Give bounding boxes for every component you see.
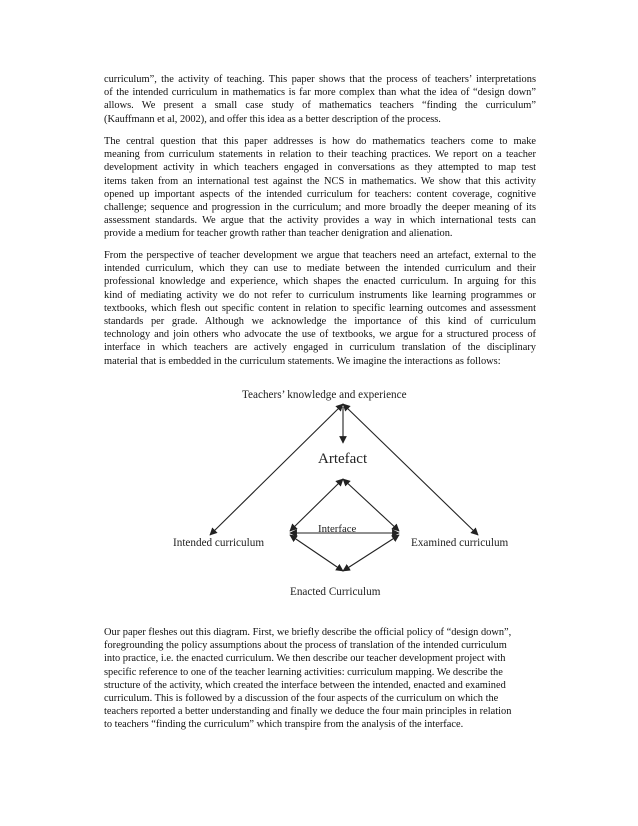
diagram-arrows (0, 380, 638, 610)
arrow-teachers-to-examined (343, 404, 478, 535)
text-line: teachers reported a better understanding and finally we deduce the four main principles in relation (104, 706, 512, 718)
text-line: curriculum”, the activity of teaching. This paper shows that the process of teachers’ interpretations (104, 74, 536, 85)
text-line: assessment standards. We argue that the activity provides a way in which international tests can (104, 215, 536, 227)
text-line: kind of mediating activity we do not refer to curriculum instruments like learning programmes or (104, 289, 536, 301)
text-line: development activity in which teachers engaged in conversations as they attempted to map test (104, 162, 536, 174)
paragraph-central-question (104, 135, 536, 241)
text-line: foregrounding the policy assumptions about the process of translation of the intended curriculum (104, 640, 507, 652)
text-line: The central question that this paper addresses is how do mathematics teachers come to make (104, 136, 536, 147)
text-line: of the intended curriculum in mathematics is far more complex than what the idea of “design down” (104, 87, 536, 99)
examined-curriculum-label: Examined curriculum (411, 537, 509, 549)
text-line: allows. We present a small case study of mathematics teachers “finding the curriculum” (104, 100, 536, 112)
text-line: interface in which teachers are actively engaged in curriculum translation of the disciplinary (104, 342, 536, 354)
text-line: textbooks, which flesh out specific content in relation to specific learning outcomes and assessment (104, 302, 536, 314)
paragraph-outline (104, 626, 536, 732)
paragraph-intro (104, 73, 536, 126)
paragraph-teacher-development (104, 249, 536, 368)
text-line: From the perspective of teacher development we argue that teachers need an artefact, external to the (104, 250, 536, 261)
text-line: Our paper fleshes out this diagram. First, we briefly describe the official policy of “design down”, (104, 627, 512, 638)
text-line: material that is embedded in the curriculum statements. We imagine the interactions as follows: (104, 355, 501, 367)
arrow-intended-to-enacted (290, 535, 343, 571)
text-line: specific reference to one of the teacher learning activities: curriculum mapping. We describe the (104, 666, 503, 678)
teachers-knowledge-label: Teachers’ knowledge and experience (242, 389, 407, 401)
artefact-label: Artefact (318, 451, 368, 467)
interaction-diagram (0, 380, 638, 610)
text-line: technology and join others who advocate the use of textbooks, we argue for a structured process of (104, 329, 536, 341)
interface-label: Interface (318, 523, 357, 535)
text-line: to teachers “finding the curriculum” which transpire from the analysis of the interface. (104, 719, 464, 731)
text-line: intended curriculum, which they can use to mediate between the intended curriculum and their (104, 263, 536, 275)
text-line: opened up important aspects of the intended curriculum for teachers: content coverage, cognitive (104, 188, 536, 200)
text-line: (Kauffmann et al, 2002), and offer this idea as a better description of the process. (104, 113, 441, 125)
arrow-enacted-to-examined (343, 535, 399, 571)
enacted-curriculum-label: Enacted Curriculum (290, 586, 381, 598)
text-line: structure of the activity, which created the interface between the intended, enacted and examined (104, 679, 506, 691)
text-line: items taken from an international test against the NCS in mathematics. We show that this activity (104, 175, 536, 187)
text-line: challenge; sequence and progression in the curriculum; and more broadly the deeper meaning of its (104, 202, 536, 214)
text-line: meaning from curriculum statements in relation to their teaching practices. We report on a teacher (104, 149, 536, 161)
arrow-teachers-to-intended (210, 404, 343, 535)
intended-curriculum-label: Intended curriculum (173, 537, 265, 549)
text-line: standards per grade. Although we acknowledge the importance of this kind of curriculum (104, 316, 536, 328)
text-line: into practice, i.e. the enacted curriculum. We then describe our teacher development project with (104, 653, 506, 665)
text-line: provide a medium for teacher growth rather than teacher denigration and alienation. (104, 228, 453, 240)
text-line: curriculum. This is followed by a discussion of the four aspects of the curriculum on which the (104, 693, 499, 705)
text-line: professional knowledge and experience, which shapes the enacted curriculum. In arguing for this (104, 276, 536, 288)
